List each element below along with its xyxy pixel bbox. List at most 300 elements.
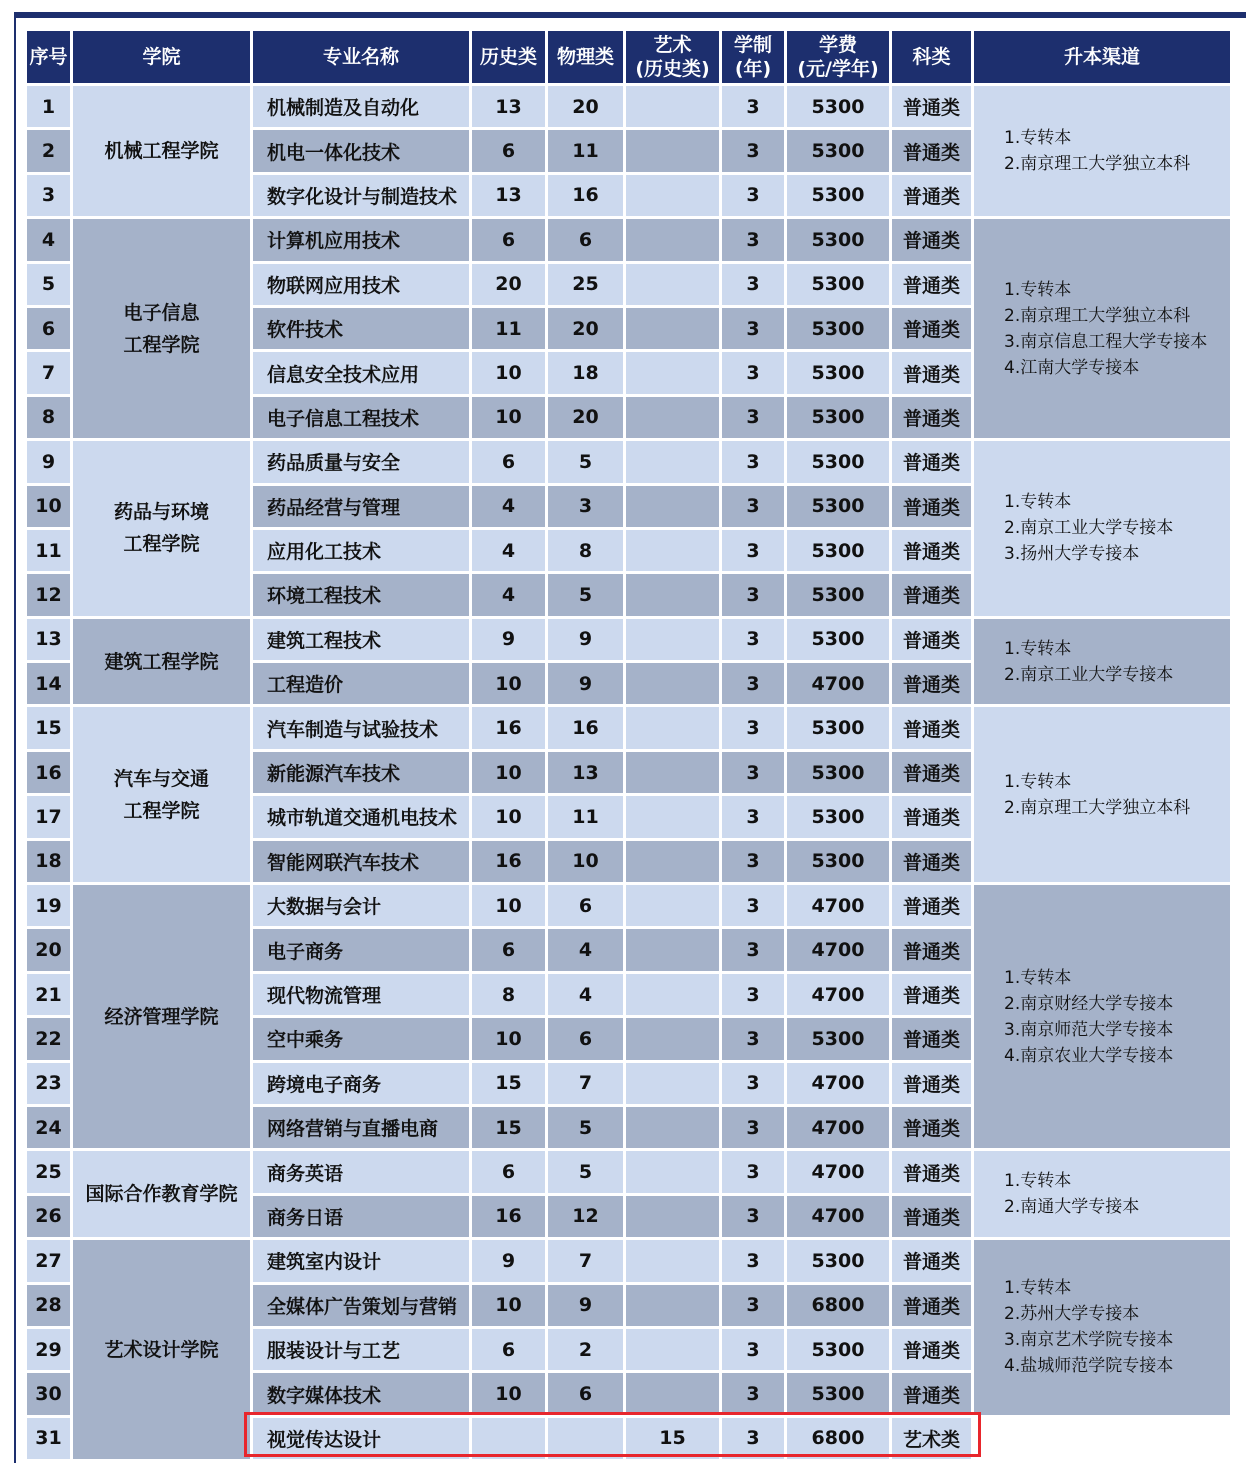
seq-cell: 20 <box>27 929 70 970</box>
seq-cell: 6 <box>27 308 70 349</box>
fee-cell: 4700 <box>787 885 889 926</box>
physics-count-cell: 8 <box>548 530 623 571</box>
history-count-cell: 10 <box>472 1285 545 1326</box>
fee-cell: 5300 <box>787 86 889 127</box>
channel-line: 3.扬州大学专接本 <box>1004 544 1140 565</box>
table-row <box>27 441 1230 482</box>
art-count-cell <box>626 130 719 171</box>
seq-cell: 19 <box>27 885 70 926</box>
years-cell: 3 <box>722 1063 784 1104</box>
college-name-line: 药品与环境 <box>113 501 209 524</box>
art-count-cell <box>626 796 719 837</box>
category-cell: 普通类 <box>892 841 971 882</box>
category-cell: 普通类 <box>892 1285 971 1326</box>
major-name-cell: 机械制造及自动化 <box>253 86 469 127</box>
college-cell <box>73 441 250 616</box>
category-cell: 普通类 <box>892 130 971 171</box>
physics-count-cell: 6 <box>548 1018 623 1059</box>
years-cell: 3 <box>722 175 784 216</box>
history-count-cell: 9 <box>472 1240 545 1281</box>
art-count-cell <box>626 1240 719 1281</box>
major-name-cell: 数字媒体技术 <box>253 1373 469 1414</box>
category-cell: 艺术类 <box>892 1418 971 1459</box>
history-count-cell: 10 <box>472 1373 545 1414</box>
fee-cell: 6800 <box>787 1285 889 1326</box>
years-cell: 3 <box>722 486 784 527</box>
major-name-cell: 环境工程技术 <box>253 574 469 615</box>
college-name-line: 汽车与交通 <box>113 767 209 790</box>
fee-cell: 4700 <box>787 1063 889 1104</box>
major-name-cell: 跨境电子商务 <box>253 1063 469 1104</box>
years-cell: 3 <box>722 1418 784 1459</box>
history-count-cell: 10 <box>472 796 545 837</box>
art-count-cell <box>626 1107 719 1148</box>
category-cell: 普通类 <box>892 86 971 127</box>
years-cell: 3 <box>722 974 784 1015</box>
major-name-cell: 应用化工技术 <box>253 530 469 571</box>
category-cell: 普通类 <box>892 619 971 660</box>
major-name-cell: 药品质量与安全 <box>253 441 469 482</box>
art-count-cell <box>626 974 719 1015</box>
channel-cell <box>974 1151 1230 1237</box>
fee-cell: 4700 <box>787 929 889 970</box>
channel-line: 2.南京理工大学独立本科 <box>1004 797 1191 818</box>
fee-cell: 4700 <box>787 1196 889 1237</box>
physics-count-cell: 6 <box>548 1373 623 1414</box>
category-cell: 普通类 <box>892 1018 971 1059</box>
years-cell: 3 <box>722 574 784 615</box>
history-count-cell: 4 <box>472 530 545 571</box>
fee-cell: 5300 <box>787 486 889 527</box>
channel-empty-cell <box>974 1418 1230 1459</box>
physics-count-cell: 16 <box>548 175 623 216</box>
channel-cell <box>974 86 1230 216</box>
channel-line: 1.专转本 <box>1004 1171 1072 1192</box>
channel-cell <box>974 441 1230 616</box>
years-cell: 3 <box>722 86 784 127</box>
header-art-line2: (历史类) <box>635 58 710 80</box>
history-count-cell: 9 <box>472 619 545 660</box>
fee-cell: 5300 <box>787 752 889 793</box>
physics-count-cell: 6 <box>548 885 623 926</box>
seq-cell: 13 <box>27 619 70 660</box>
history-count-cell: 10 <box>472 397 545 438</box>
channel-line: 4.南京农业大学专接本 <box>1004 1045 1174 1066</box>
physics-count-cell: 4 <box>548 929 623 970</box>
category-cell: 普通类 <box>892 929 971 970</box>
header-art <box>626 31 719 83</box>
art-count-cell <box>626 1285 719 1326</box>
physics-count-cell: 9 <box>548 663 623 704</box>
seq-cell: 9 <box>27 441 70 482</box>
art-count-cell <box>626 530 719 571</box>
history-count-cell: 6 <box>472 441 545 482</box>
art-count-cell <box>626 663 719 704</box>
college-name-line: 艺术设计学院 <box>104 1338 219 1361</box>
art-count-cell <box>626 219 719 260</box>
channel-line: 2.苏州大学专接本 <box>1004 1304 1140 1325</box>
seq-cell: 30 <box>27 1373 70 1414</box>
seq-cell: 12 <box>27 574 70 615</box>
header-art-line1: 艺术 <box>653 34 692 56</box>
table-row <box>27 86 1230 127</box>
art-count-cell <box>626 1329 719 1370</box>
major-name-cell: 智能网联汽车技术 <box>253 841 469 882</box>
channel-line: 1.专转本 <box>1004 492 1072 513</box>
seq-cell: 25 <box>27 1151 70 1192</box>
major-name-cell: 全媒体广告策划与营销 <box>253 1285 469 1326</box>
college-cell <box>73 885 250 1148</box>
physics-count-cell: 18 <box>548 352 623 393</box>
seq-cell: 2 <box>27 130 70 171</box>
category-cell: 普通类 <box>892 974 971 1015</box>
fee-cell: 6800 <box>787 1418 889 1459</box>
physics-count-cell: 2 <box>548 1329 623 1370</box>
college-cell <box>73 219 250 438</box>
history-count-cell: 11 <box>472 308 545 349</box>
category-cell: 普通类 <box>892 486 971 527</box>
years-cell: 3 <box>722 397 784 438</box>
table-body <box>27 86 1230 1459</box>
major-name-cell: 空中乘务 <box>253 1018 469 1059</box>
art-count-cell <box>626 574 719 615</box>
art-count-cell <box>626 175 719 216</box>
history-count-cell: 4 <box>472 486 545 527</box>
art-count-cell <box>626 352 719 393</box>
major-name-cell: 药品经营与管理 <box>253 486 469 527</box>
physics-count-cell: 11 <box>548 130 623 171</box>
history-count-cell: 15 <box>472 1107 545 1148</box>
seq-cell: 28 <box>27 1285 70 1326</box>
college-name-line: 国际合作教育学院 <box>85 1183 238 1206</box>
major-name-cell: 服装设计与工艺 <box>253 1329 469 1370</box>
college-name-line: 经济管理学院 <box>104 1005 219 1028</box>
years-cell: 3 <box>722 1151 784 1192</box>
seq-cell: 1 <box>27 86 70 127</box>
years-cell: 3 <box>722 796 784 837</box>
major-name-cell: 网络营销与直播电商 <box>253 1107 469 1148</box>
college-cell <box>73 86 250 216</box>
fee-cell: 5300 <box>787 175 889 216</box>
college-cell <box>73 1240 250 1459</box>
channel-line: 2.南京理工大学独立本科 <box>1004 305 1191 326</box>
art-count-cell <box>626 397 719 438</box>
years-cell: 3 <box>722 1196 784 1237</box>
major-name-cell: 机电一体化技术 <box>253 130 469 171</box>
years-cell: 3 <box>722 352 784 393</box>
art-count-cell <box>626 1196 719 1237</box>
category-cell: 普通类 <box>892 175 971 216</box>
channel-line: 2.南京工业大学专接本 <box>1004 518 1174 539</box>
history-count-cell: 10 <box>472 752 545 793</box>
header-years <box>722 31 784 83</box>
channel-line: 1.专转本 <box>1004 967 1072 988</box>
category-cell: 普通类 <box>892 796 971 837</box>
seq-cell: 15 <box>27 707 70 748</box>
fee-cell: 5300 <box>787 796 889 837</box>
physics-count-cell: 9 <box>548 619 623 660</box>
header-years-line1: 学制 <box>733 34 772 56</box>
category-cell: 普通类 <box>892 1373 971 1414</box>
fee-cell: 4700 <box>787 663 889 704</box>
major-name-cell: 数字化设计与制造技术 <box>253 175 469 216</box>
history-count-cell: 8 <box>472 974 545 1015</box>
category-cell: 普通类 <box>892 663 971 704</box>
channel-cell <box>974 219 1230 438</box>
major-name-cell: 新能源汽车技术 <box>253 752 469 793</box>
art-count-cell <box>626 441 719 482</box>
seq-cell: 27 <box>27 1240 70 1281</box>
art-count-cell <box>626 1151 719 1192</box>
years-cell: 3 <box>722 1329 784 1370</box>
category-cell: 普通类 <box>892 1107 971 1148</box>
header-fee-line2: (元/学年) <box>797 58 879 80</box>
seq-cell: 3 <box>27 175 70 216</box>
header-physics: 物理类 <box>548 31 623 83</box>
years-cell: 3 <box>722 1373 784 1414</box>
seq-cell: 21 <box>27 974 70 1015</box>
years-cell: 3 <box>722 1285 784 1326</box>
history-count-cell: 4 <box>472 574 545 615</box>
major-name-cell: 商务英语 <box>253 1151 469 1192</box>
seq-cell: 11 <box>27 530 70 571</box>
seq-cell: 29 <box>27 1329 70 1370</box>
channel-cell <box>974 707 1230 882</box>
physics-count-cell: 5 <box>548 1151 623 1192</box>
category-cell: 普通类 <box>892 885 971 926</box>
header-seq: 序号 <box>27 31 70 83</box>
fee-cell: 5300 <box>787 1018 889 1059</box>
header-fee <box>787 31 889 83</box>
art-count-cell <box>626 619 719 660</box>
channel-line: 1.专转本 <box>1004 771 1072 792</box>
seq-cell: 16 <box>27 752 70 793</box>
physics-count-cell: 25 <box>548 264 623 305</box>
years-cell: 3 <box>722 1240 784 1281</box>
header-channel: 升本渠道 <box>974 31 1230 83</box>
physics-count-cell: 16 <box>548 707 623 748</box>
art-count-cell <box>626 264 719 305</box>
college-cell <box>73 619 250 705</box>
seq-cell: 23 <box>27 1063 70 1104</box>
years-cell: 3 <box>722 264 784 305</box>
major-name-cell: 商务日语 <box>253 1196 469 1237</box>
history-count-cell: 6 <box>472 219 545 260</box>
category-cell: 普通类 <box>892 574 971 615</box>
channel-line: 2.南京理工大学独立本科 <box>1004 154 1191 175</box>
channel-line: 3.南京信息工程大学专接本 <box>1004 331 1208 352</box>
college-cell <box>73 707 250 882</box>
fee-cell: 5300 <box>787 1373 889 1414</box>
years-cell: 3 <box>722 308 784 349</box>
fee-cell: 5300 <box>787 219 889 260</box>
college-name-line: 建筑工程学院 <box>104 650 219 673</box>
category-cell: 普通类 <box>892 219 971 260</box>
history-count-cell: 13 <box>472 86 545 127</box>
left-border <box>14 12 16 1463</box>
physics-count-cell: 5 <box>548 441 623 482</box>
category-cell: 普通类 <box>892 1329 971 1370</box>
history-count-cell: 10 <box>472 663 545 704</box>
category-cell: 普通类 <box>892 352 971 393</box>
fee-cell: 5300 <box>787 530 889 571</box>
physics-count-cell: 20 <box>548 308 623 349</box>
major-name-cell: 现代物流管理 <box>253 974 469 1015</box>
header-history: 历史类 <box>472 31 545 83</box>
seq-cell: 7 <box>27 352 70 393</box>
channel-line: 1.专转本 <box>1004 638 1072 659</box>
art-count-cell <box>626 885 719 926</box>
college-name-line: 工程学院 <box>123 333 200 356</box>
fee-cell: 5300 <box>787 707 889 748</box>
category-cell: 普通类 <box>892 530 971 571</box>
major-name-cell: 汽车制造与试验技术 <box>253 707 469 748</box>
history-count-cell: 10 <box>472 885 545 926</box>
years-cell: 3 <box>722 441 784 482</box>
seq-cell: 5 <box>27 264 70 305</box>
fee-cell: 5300 <box>787 574 889 615</box>
majors-table <box>24 28 1233 1462</box>
channel-cell <box>974 1240 1230 1415</box>
seq-cell: 10 <box>27 486 70 527</box>
major-name-cell: 电子商务 <box>253 929 469 970</box>
college-cell <box>73 1151 250 1237</box>
fee-cell: 5300 <box>787 397 889 438</box>
years-cell: 3 <box>722 1107 784 1148</box>
history-count-cell: 6 <box>472 929 545 970</box>
fee-cell: 5300 <box>787 1240 889 1281</box>
major-name-cell: 计算机应用技术 <box>253 219 469 260</box>
history-count-cell: 6 <box>472 1151 545 1192</box>
channel-line: 4.江南大学专接本 <box>1004 357 1140 378</box>
channel-cell <box>974 619 1230 705</box>
fee-cell: 4700 <box>787 1107 889 1148</box>
major-name-cell: 软件技术 <box>253 308 469 349</box>
art-count-cell <box>626 841 719 882</box>
channel-line: 1.专转本 <box>1004 128 1072 149</box>
fee-cell: 5300 <box>787 308 889 349</box>
highlight-box <box>244 1412 981 1457</box>
major-name-cell: 信息安全技术应用 <box>253 352 469 393</box>
years-cell: 3 <box>722 663 784 704</box>
fee-cell: 5300 <box>787 441 889 482</box>
years-cell: 3 <box>722 929 784 970</box>
physics-count-cell: 10 <box>548 841 623 882</box>
major-name-cell: 城市轨道交通机电技术 <box>253 796 469 837</box>
history-count-cell: 13 <box>472 175 545 216</box>
fee-cell: 5300 <box>787 352 889 393</box>
channel-line: 3.南京师范大学专接本 <box>1004 1019 1174 1040</box>
seq-cell: 4 <box>27 219 70 260</box>
history-count-cell: 10 <box>472 352 545 393</box>
seq-cell: 31 <box>27 1418 70 1459</box>
art-count-cell <box>626 752 719 793</box>
years-cell: 3 <box>722 530 784 571</box>
seq-cell: 18 <box>27 841 70 882</box>
years-cell: 3 <box>722 619 784 660</box>
art-count-cell <box>626 308 719 349</box>
years-cell: 3 <box>722 707 784 748</box>
category-cell: 普通类 <box>892 1196 971 1237</box>
physics-count-cell: 7 <box>548 1063 623 1104</box>
history-count-cell: 10 <box>472 1018 545 1059</box>
art-count-cell <box>626 86 719 127</box>
fee-cell: 5300 <box>787 130 889 171</box>
seq-cell: 22 <box>27 1018 70 1059</box>
channel-line: 1.专转本 <box>1004 1278 1072 1299</box>
table-row <box>27 885 1230 926</box>
physics-count-cell: 3 <box>548 486 623 527</box>
major-name-cell: 建筑工程技术 <box>253 619 469 660</box>
physics-count-cell: 4 <box>548 974 623 1015</box>
table-row <box>27 219 1230 260</box>
history-count-cell: 16 <box>472 707 545 748</box>
art-count-cell <box>626 929 719 970</box>
history-count-cell: 15 <box>472 1063 545 1104</box>
channel-line: 2.南京工业大学专接本 <box>1004 664 1174 685</box>
history-count-cell: 6 <box>472 130 545 171</box>
years-cell: 3 <box>722 885 784 926</box>
physics-count-cell: 13 <box>548 752 623 793</box>
years-cell: 3 <box>722 752 784 793</box>
major-name-cell: 工程造价 <box>253 663 469 704</box>
seq-cell: 24 <box>27 1107 70 1148</box>
art-count-cell <box>626 1063 719 1104</box>
table-row <box>27 1151 1230 1192</box>
art-count-cell <box>626 486 719 527</box>
channel-line: 4.盐城师范学院专接本 <box>1004 1356 1174 1377</box>
category-cell: 普通类 <box>892 1240 971 1281</box>
physics-count-cell: 6 <box>548 219 623 260</box>
seq-cell: 8 <box>27 397 70 438</box>
header-major: 专业名称 <box>253 31 469 83</box>
fee-cell: 5300 <box>787 1329 889 1370</box>
category-cell: 普通类 <box>892 1151 971 1192</box>
header-fee-line1: 学费 <box>818 34 857 56</box>
channel-cell <box>974 885 1230 1148</box>
channel-line: 3.南京艺术学院专接本 <box>1004 1330 1174 1351</box>
header-row <box>27 31 1230 83</box>
history-count-cell: 16 <box>472 1196 545 1237</box>
physics-count-cell: 11 <box>548 796 623 837</box>
art-count-cell <box>626 1373 719 1414</box>
category-cell: 普通类 <box>892 752 971 793</box>
college-name-line: 机械工程学院 <box>104 140 219 163</box>
physics-count-cell: 7 <box>548 1240 623 1281</box>
category-cell: 普通类 <box>892 1063 971 1104</box>
header-college: 学院 <box>73 31 250 83</box>
fee-cell: 5300 <box>787 264 889 305</box>
major-name-cell: 视觉传达设计 <box>253 1418 469 1459</box>
category-cell: 普通类 <box>892 264 971 305</box>
physics-count-cell: 9 <box>548 1285 623 1326</box>
seq-cell: 17 <box>27 796 70 837</box>
seq-cell: 14 <box>27 663 70 704</box>
category-cell: 普通类 <box>892 441 971 482</box>
history-count-cell: 6 <box>472 1329 545 1370</box>
history-count-cell: 16 <box>472 841 545 882</box>
years-cell: 3 <box>722 1018 784 1059</box>
major-name-cell: 大数据与会计 <box>253 885 469 926</box>
college-name-line: 工程学院 <box>123 533 200 556</box>
header-years-line2: (年) <box>734 58 772 80</box>
table-row <box>27 707 1230 748</box>
years-cell: 3 <box>722 841 784 882</box>
physics-count-cell: 5 <box>548 574 623 615</box>
physics-count-cell: 5 <box>548 1107 623 1148</box>
major-name-cell: 电子信息工程技术 <box>253 397 469 438</box>
channel-line: 2.南京财经大学专接本 <box>1004 993 1174 1014</box>
